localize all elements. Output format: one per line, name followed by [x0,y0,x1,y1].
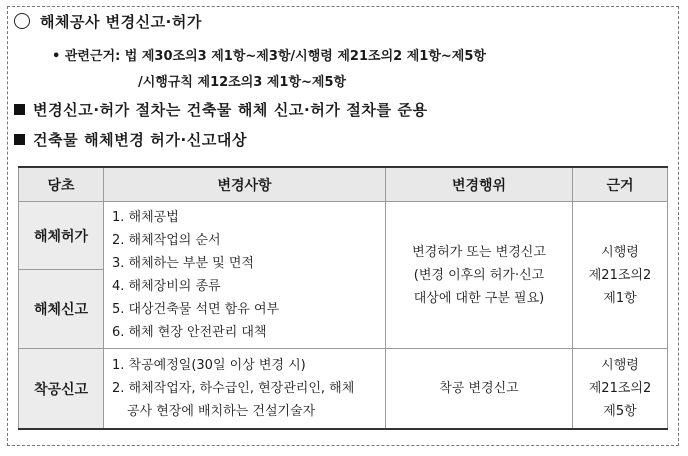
list-item: 공사 현장에 배치하는 건설기술자 [127,404,316,419]
bullet-procedure: 변경신고·허가 절차는 건축물 해체 신고·허가 절차를 준용 [14,99,428,120]
header-action: 변경행위 [386,167,573,202]
bullet-target: 건축물 해체변경 허가·신고대상 [14,129,247,150]
demolition-basis: 시행령 제21조의2 제1항 [573,202,668,349]
start-action: 착공 변경신고 [386,349,573,430]
demolition-action: 변경허가 또는 변경신고 (변경 이후의 허가·신고 대상에 대한 구분 필요) [386,202,573,349]
list-item: 4. 해체장비의 종류 [112,279,221,294]
list-item: 3. 해체하는 부분 및 면적 [112,256,254,271]
demolition-change-items [104,202,386,349]
square-bullet-icon [14,134,25,145]
list-item: 6. 해체 현장 안전관리 대책 [112,325,267,340]
type-start-report: 착공신고 [19,349,104,430]
circle-bullet-icon [14,13,30,29]
start-change-items [104,349,386,430]
section-heading: 해체공사 변경신고·허가 [14,11,202,32]
type-report: 해체신고 [19,270,104,349]
start-basis: 시행령 제21조의2 제5항 [573,349,668,430]
list-item: 1. 착공예정일(30일 이상 변경 시) [112,358,306,373]
list-item: 1. 해체공법 [112,210,179,225]
header-original: 당초 [19,167,104,202]
list-item: 5. 대상건축물 석면 함유 여부 [112,302,280,317]
header-changes: 변경사항 [104,167,386,202]
legal-basis-line-1: • 관련근거: 법 제30조의3 제1항~제3항/시행령 제21조의2 제1항~제5항 [52,49,486,64]
type-permit: 해체허가 [19,202,104,270]
square-bullet-icon [14,104,25,115]
legal-basis-line-2: /시행규칙 제12조의3 제1항~제5항 [138,75,347,90]
table-header-row [19,167,668,202]
list-item: 2. 해체작업의 순서 [112,233,221,248]
table-row [19,349,668,430]
table-row [19,202,668,270]
header-basis: 근거 [573,167,668,202]
list-item: 2. 해체작업자, 하수급인, 현장관리인, 해체 [112,381,355,396]
change-table [18,166,668,430]
